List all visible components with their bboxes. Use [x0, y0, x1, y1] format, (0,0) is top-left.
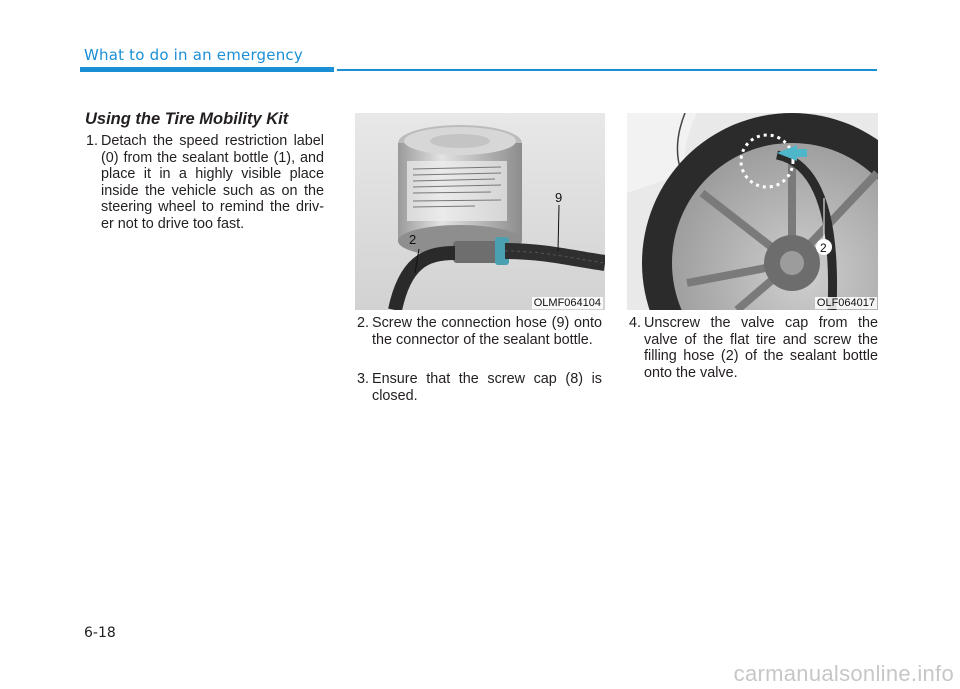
step-number: 3. — [357, 371, 370, 387]
step-2 — [357, 315, 602, 348]
step-number: 2. — [357, 315, 370, 331]
step-3 — [357, 371, 602, 404]
callout-2: 2 — [409, 232, 417, 247]
figure-sealant-bottle — [355, 113, 605, 310]
section-title: What to do in an emergency — [84, 46, 303, 64]
step-4 — [629, 315, 878, 381]
page-number: 6-18 — [84, 625, 116, 641]
step-text: Ensure that the screw cap (8) is closed. — [372, 371, 602, 404]
figure-code: OLF064017 — [816, 297, 875, 309]
step-text: Unscrew the valve cap from the valve of the flat tire and screw the filling hose (2) of the sealant bottle onto the valve. — [644, 315, 878, 381]
tire-valve-illustration — [627, 113, 878, 310]
header-rule — [337, 69, 877, 71]
header-rule-accent — [80, 67, 334, 72]
watermark: carmanualsonline.info — [733, 661, 954, 686]
callout-2: 2 — [820, 241, 827, 255]
subheading: Using the Tire Mobility Kit — [85, 110, 289, 128]
step-text: Screw the connection hose (9) onto the connector of the sealant bottle. — [372, 315, 602, 348]
figure-tire-valve — [627, 113, 878, 310]
step-text: Detach the speed restriction label (0) from the sealant bottle (1), and place it in a highly visible place inside the vehicle such as on the steering wheel to remind the driv-er not to drive too fast. — [101, 133, 324, 232]
sealant-bottle-illustration — [355, 113, 605, 310]
callout-9: 9 — [555, 190, 563, 205]
step-1 — [86, 133, 324, 232]
step-number: 4. — [629, 315, 642, 331]
step-number: 1. — [86, 133, 99, 149]
figure-code: OLMF064104 — [533, 297, 601, 309]
